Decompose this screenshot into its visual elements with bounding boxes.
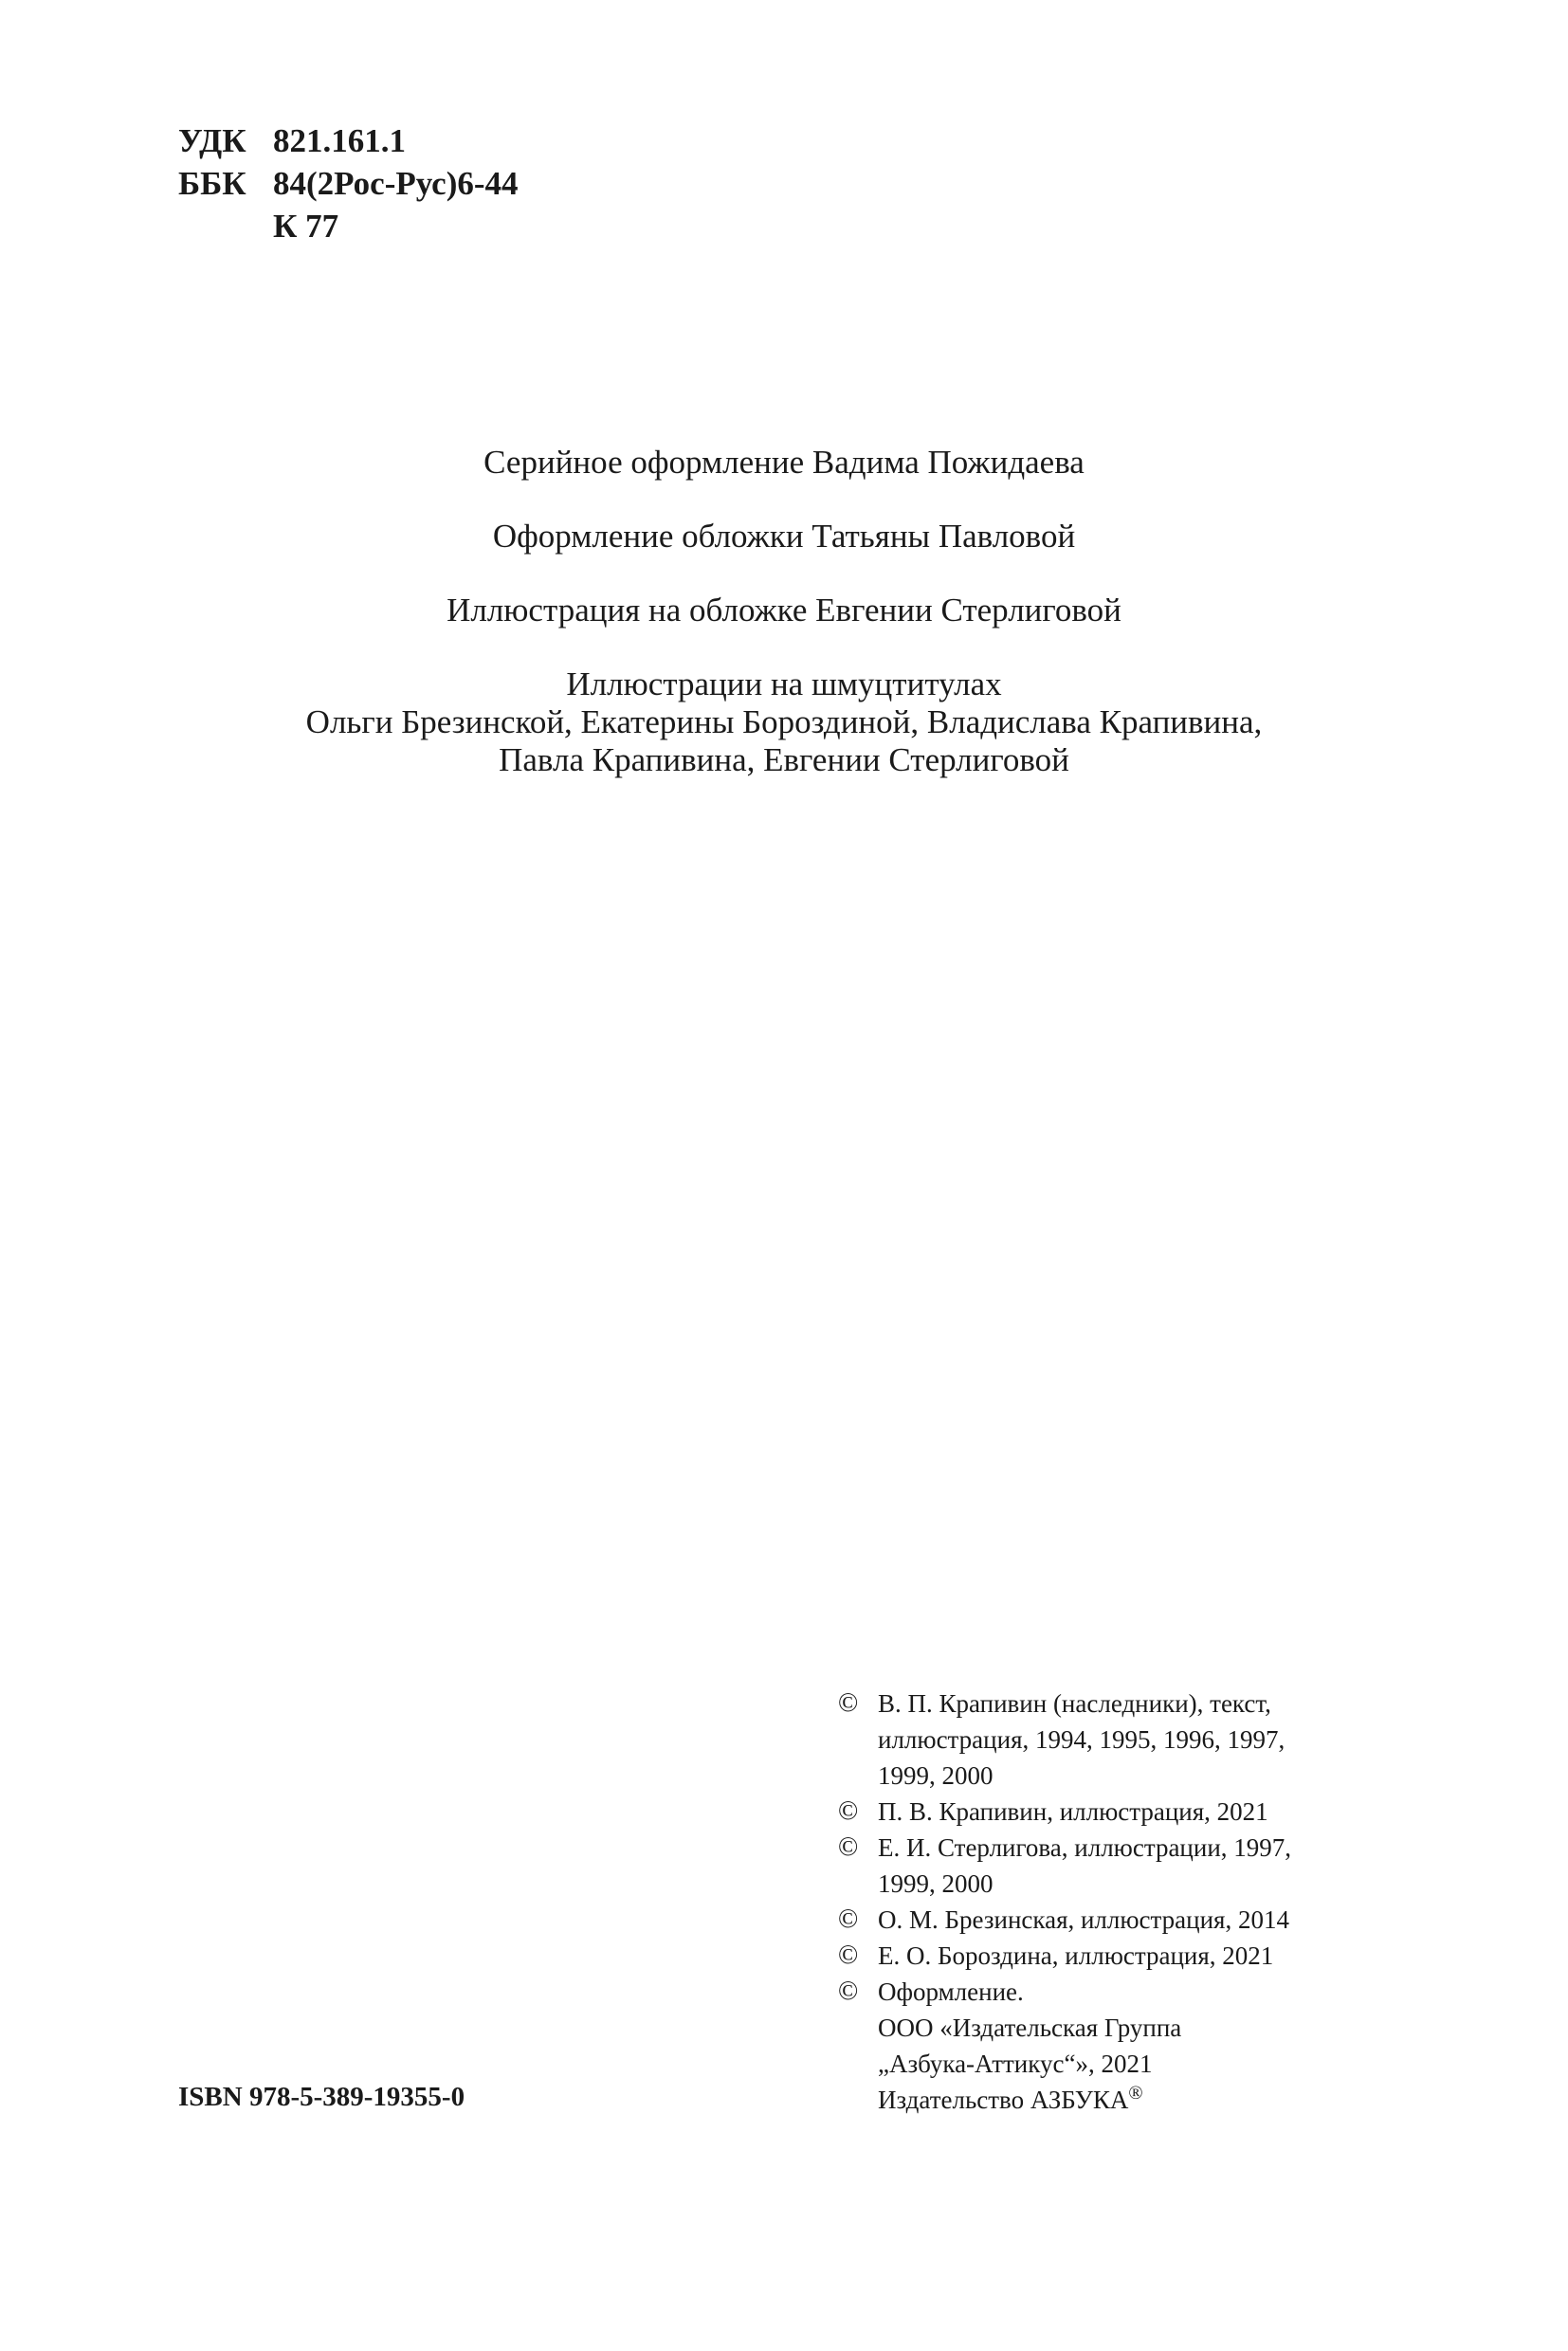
- half-title-heading: Иллюстрации на шмуцтитулах: [566, 665, 1002, 702]
- author-sign: К 77: [273, 208, 339, 245]
- half-title-illustrators-line1: Ольги Брезинской, Екатерины Бороздиной, Владислава Крапивина,: [305, 703, 1263, 740]
- copyright-text: 1999, 2000: [878, 1761, 994, 1790]
- copyright-text: 1999, 2000: [878, 1869, 994, 1898]
- copyright-entry: [838, 1794, 1502, 1830]
- publisher-line: [878, 2082, 1502, 2118]
- bbk-label: ББК: [178, 165, 246, 202]
- copyright-block: [838, 1686, 1502, 2118]
- copyright-entry: [838, 1830, 1502, 1902]
- copyright-text: В. П. Крапивин (наследники), текст,: [878, 1689, 1271, 1718]
- registered-mark-icon: ®: [1128, 2083, 1143, 2104]
- udk-value: 821.161.1: [273, 122, 406, 159]
- copyright-text: ООО «Издательская Группа: [878, 2014, 1182, 2042]
- copyright-entry: [838, 1686, 1502, 1794]
- copyright-entry: [838, 1938, 1502, 1974]
- copyright-text: „Азбука-Аттикус“», 2021: [878, 2050, 1153, 2078]
- bbk-value: 84(2Рос-Рус)6-44: [273, 165, 519, 202]
- cover-illustration-credit: Иллюстрация на обложке Евгении Стерлиговой: [447, 592, 1121, 629]
- copyright-text: Оформление.: [878, 1977, 1024, 2006]
- copyright-text: Е. О. Бороздина, иллюстрация, 2021: [878, 1941, 1274, 1970]
- credits-block: [0, 444, 1568, 779]
- copyright-icon: ©: [838, 1977, 859, 2006]
- classification-block: [178, 119, 519, 247]
- cover-design-credit: Оформление обложки Татьяны Павловой: [492, 518, 1076, 555]
- udk-label: УДК: [178, 122, 246, 159]
- copyright-entry: [838, 1974, 1502, 2118]
- isbn: ISBN 978-5-389-19355-0: [178, 2082, 465, 2112]
- udk-row: [178, 119, 519, 162]
- copyright-icon: ©: [838, 1941, 859, 1970]
- bbk-row: [178, 162, 519, 205]
- publisher-name: Издательство АЗБУКА: [878, 2086, 1129, 2114]
- copyright-icon: ©: [838, 1832, 859, 1862]
- copyright-text: П. В. Крапивин, иллюстрация, 2021: [878, 1797, 1268, 1826]
- copyright-text: Е. И. Стерлигова, иллюстрации, 1997,: [878, 1833, 1292, 1862]
- half-title-illustrators-line2: Павла Крапивина, Евгении Стерлиговой: [499, 741, 1069, 778]
- copyright-text: О. М. Брезинская, иллюстрация, 2014: [878, 1905, 1289, 1934]
- series-design-credit: Серийное оформление Вадима Пожидаева: [483, 444, 1085, 481]
- copyright-icon: ©: [838, 1688, 859, 1718]
- copyright-entry: [838, 1902, 1502, 1938]
- copyright-text: иллюстрация, 1994, 1995, 1996, 1997,: [878, 1725, 1285, 1754]
- copyright-icon: ©: [838, 1904, 859, 1934]
- copyright-icon: ©: [838, 1796, 859, 1826]
